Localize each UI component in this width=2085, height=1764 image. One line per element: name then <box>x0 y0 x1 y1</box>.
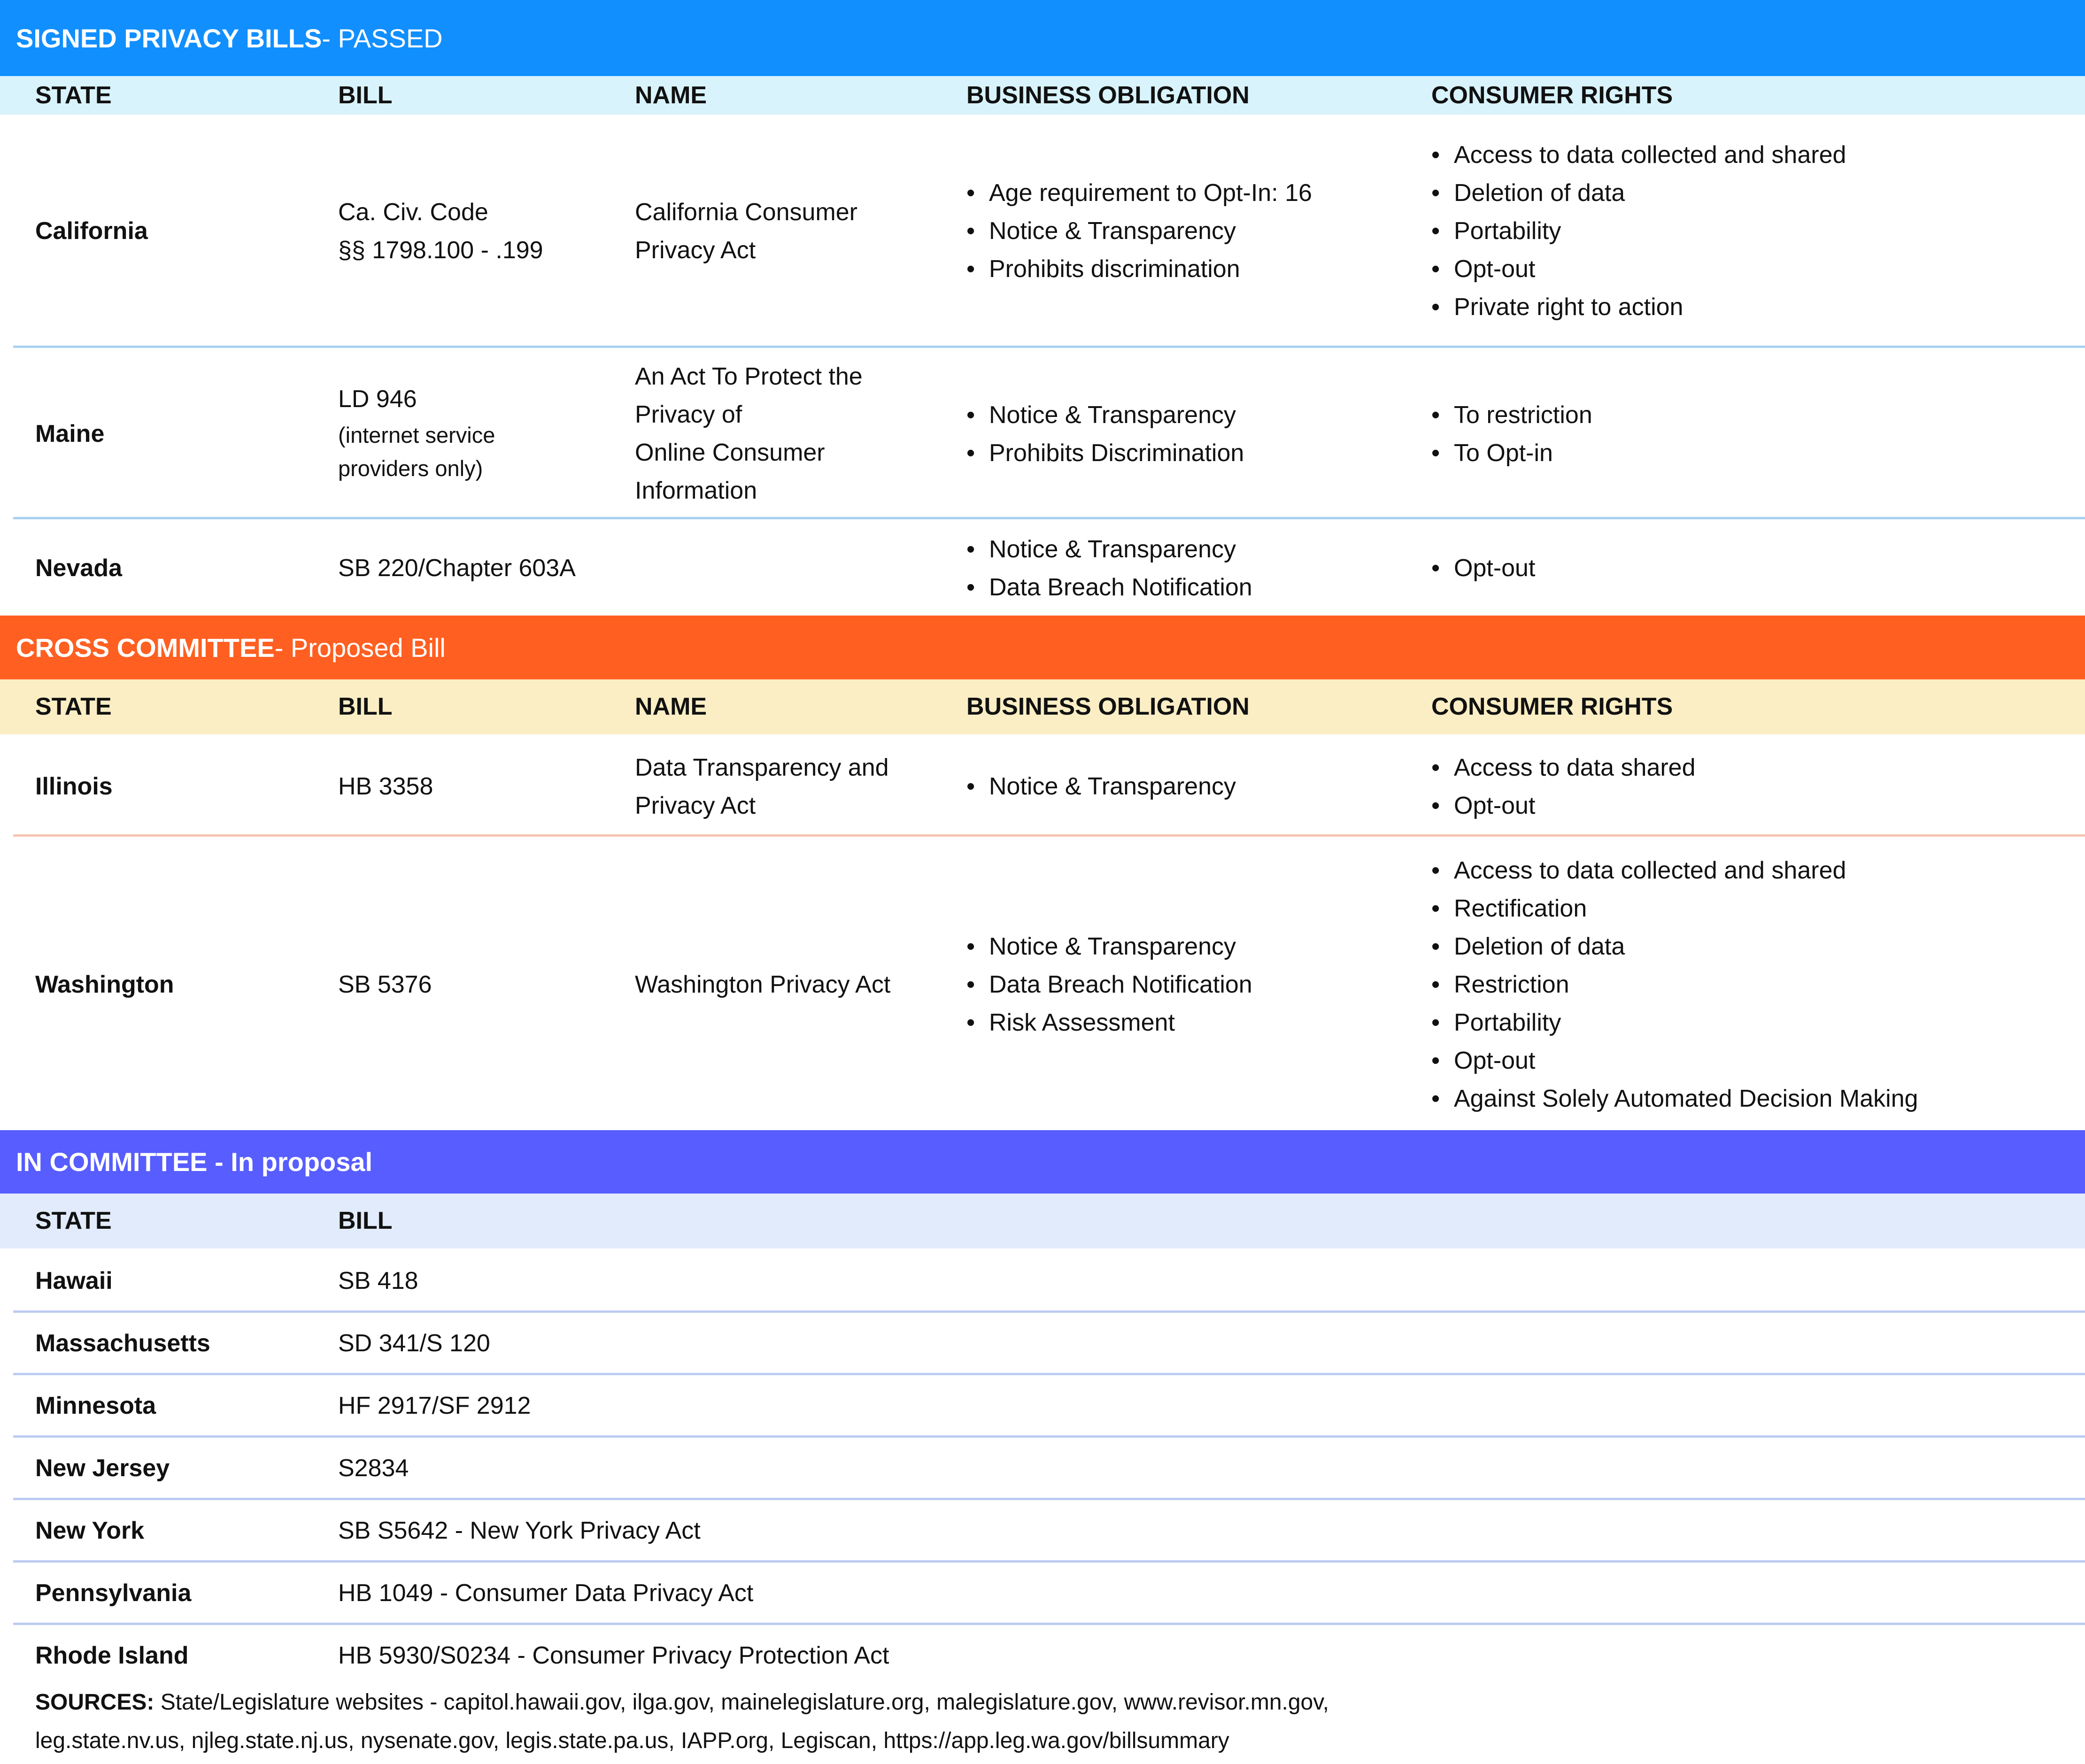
obligation-list <box>966 768 1236 806</box>
state-cell: Hawaii <box>35 1267 113 1294</box>
cross-header-bill: BILL <box>338 693 393 720</box>
list-item: • Age requirement to Opt-In: 16 <box>966 174 1312 212</box>
state-cell: Rhode Island <box>35 1642 189 1669</box>
list-item: • Data Breach Notification <box>966 966 1252 1004</box>
list-item: • Rectification <box>1431 890 1918 928</box>
passed-section-title: SIGNED PRIVACY BILLS <box>16 23 322 53</box>
list-item: • Access to data shared <box>1431 749 1696 787</box>
list-item: • To restriction <box>1431 396 1592 434</box>
bill-cell: SB 220/Chapter 603A <box>338 555 576 582</box>
passed-section-status: - PASSED <box>322 23 443 53</box>
list-item: • Opt-out <box>1431 250 1846 288</box>
state-cell: Illinois <box>35 773 113 800</box>
row-divider <box>13 1373 2085 1375</box>
list-item: • Prohibits discrimination <box>966 250 1312 288</box>
state-cell: New Jersey <box>35 1455 170 1482</box>
row-divider <box>13 834 2085 837</box>
name-line: Online Consumer <box>635 439 825 466</box>
state-cell: Minnesota <box>35 1392 156 1419</box>
state-cell: Nevada <box>35 555 122 582</box>
name-line: California Consumer <box>635 199 857 226</box>
list-item: • Access to data collected and shared <box>1431 852 1918 890</box>
passed-header-bill: BILL <box>338 82 393 109</box>
list-item: • Portability <box>1431 212 1846 250</box>
bill-cell <box>338 380 495 485</box>
state-cell: California <box>35 217 148 245</box>
obligation-list <box>966 396 1244 472</box>
committee-section-title: IN COMMITTEE - In proposal <box>16 1147 373 1177</box>
list-item: • Notice & Transparency <box>966 768 1236 806</box>
sources-label: SOURCES: <box>35 1690 154 1715</box>
row-divider <box>13 1435 2085 1438</box>
bill-cell: SB 418 <box>338 1267 418 1294</box>
row-divider <box>13 1310 2085 1313</box>
state-cell: Washington <box>35 971 174 998</box>
name-line: Information <box>635 477 757 504</box>
list-item: • Private right to action <box>1431 288 1846 326</box>
row-divider <box>13 517 2085 519</box>
row-divider <box>13 1623 2085 1625</box>
passed-header-state: STATE <box>35 82 112 109</box>
cross-section-title: CROSS COMMITTEE <box>16 632 275 662</box>
committee-header-state: STATE <box>35 1207 112 1234</box>
obligation-list <box>966 928 1252 1042</box>
cross-header-name: NAME <box>635 693 707 720</box>
list-item: • Notice & Transparency <box>966 396 1244 434</box>
bill-cell: SB S5642 - New York Privacy Act <box>338 1517 701 1544</box>
bill-line: §§ 1798.100 - .199 <box>338 237 543 264</box>
rights-list <box>1431 549 1535 587</box>
row-divider <box>13 1498 2085 1500</box>
bill-cell <box>338 193 543 270</box>
rights-list <box>1431 852 1918 1118</box>
bill-line: LD 946 <box>338 385 417 413</box>
bill-note-line: (internet service <box>338 423 495 447</box>
bill-cell: S2834 <box>338 1455 409 1482</box>
bill-cell: HB 1049 - Consumer Data Privacy Act <box>338 1579 754 1607</box>
name-cell <box>635 358 863 510</box>
committee-section-banner <box>0 1130 2085 1194</box>
list-item: • Deletion of data <box>1431 928 1918 966</box>
bill-note-line: providers only) <box>338 456 483 481</box>
list-item: • Notice & Transparency <box>966 212 1312 250</box>
name-line: Data Transparency and <box>635 754 889 781</box>
state-cell: New York <box>35 1517 145 1544</box>
sources-line <box>35 1683 2054 1722</box>
passed-header-rights: CONSUMER RIGHTS <box>1431 82 1673 109</box>
sources-text: State/Legislature websites - capitol.hawaii.gov, ilga.gov, mainelegislature.org, malegislature.gov, www.revisor.mn.gov, <box>154 1690 1329 1715</box>
cross-header-obligation: BUSINESS OBLIGATION <box>966 693 1250 720</box>
list-item: • Notice & Transparency <box>966 928 1252 966</box>
obligation-list <box>966 531 1252 607</box>
obligation-list <box>966 174 1312 288</box>
name-cell <box>635 193 857 270</box>
name-line: An Act To Protect the <box>635 363 863 390</box>
rights-list <box>1431 749 1696 825</box>
list-item: • Opt-out <box>1431 1042 1918 1080</box>
list-item: • Deletion of data <box>1431 174 1846 212</box>
name-cell <box>635 749 889 825</box>
cross-header-state: STATE <box>35 693 112 720</box>
list-item: • Notice & Transparency <box>966 531 1252 569</box>
name-line: Privacy of <box>635 401 742 428</box>
list-item: • Risk Assessment <box>966 1004 1252 1042</box>
bill-cell: SB 5376 <box>338 971 432 998</box>
passed-header-name: NAME <box>635 82 707 109</box>
committee-header-bill: BILL <box>338 1207 393 1234</box>
rights-list <box>1431 136 1846 326</box>
cross-section-banner <box>0 616 2085 679</box>
list-item: • Against Solely Automated Decision Making <box>1431 1080 1918 1118</box>
list-item: • Prohibits Discrimination <box>966 434 1244 472</box>
passed-section-banner <box>0 0 2085 76</box>
bill-cell: HF 2917/SF 2912 <box>338 1392 531 1419</box>
list-item: • To Opt-in <box>1431 434 1592 472</box>
bill-cell: HB 5930/S0234 - Consumer Privacy Protection Act <box>338 1642 889 1669</box>
list-item: • Opt-out <box>1431 549 1535 587</box>
list-item: • Access to data collected and shared <box>1431 136 1846 174</box>
row-divider <box>13 1560 2085 1563</box>
list-item: • Opt-out <box>1431 787 1696 825</box>
bill-line: Ca. Civ. Code <box>338 199 488 226</box>
name-line: Privacy Act <box>635 237 756 264</box>
list-item: • Portability <box>1431 1004 1918 1042</box>
name-line: Privacy Act <box>635 792 756 819</box>
state-cell: Massachusetts <box>35 1330 210 1357</box>
name-cell: Washington Privacy Act <box>635 971 891 998</box>
cross-header-rights: CONSUMER RIGHTS <box>1431 693 1673 720</box>
committee-header-row <box>0 1194 2085 1248</box>
row-divider <box>13 346 2085 348</box>
cross-section-status: - Proposed Bill <box>274 632 446 662</box>
rights-list <box>1431 396 1592 472</box>
bill-cell: SD 341/S 120 <box>338 1330 490 1357</box>
bill-cell: HB 3358 <box>338 773 433 800</box>
state-cell: Maine <box>35 420 105 447</box>
passed-header-obligation: BUSINESS OBLIGATION <box>966 82 1250 109</box>
sources-note <box>35 1683 2054 1760</box>
sources-line: leg.state.nv.us, njleg.state.nj.us, nysenate.gov, legis.state.pa.us, IAPP.org, Legiscan, https://app.leg.wa.gov/billsummary <box>35 1728 1229 1753</box>
list-item: • Data Breach Notification <box>966 569 1252 607</box>
list-item: • Restriction <box>1431 966 1918 1004</box>
state-cell: Pennsylvania <box>35 1579 192 1607</box>
